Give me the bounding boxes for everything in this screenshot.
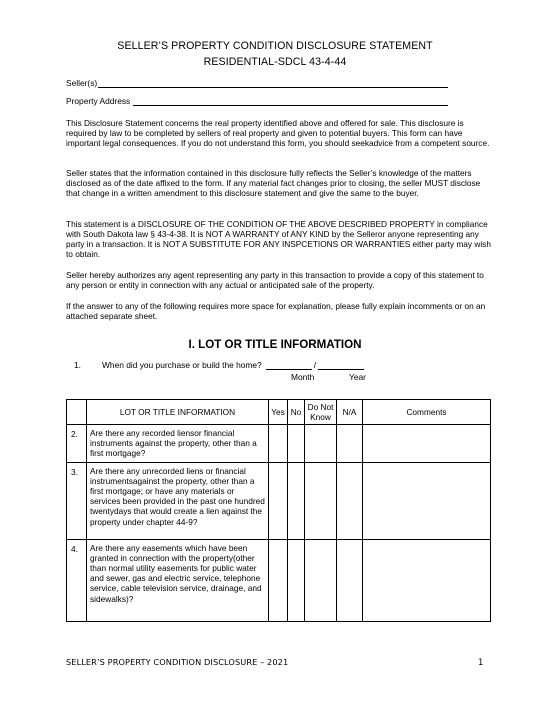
row-number: 2. (67, 425, 87, 463)
yes-cell[interactable] (269, 463, 288, 540)
question-1-number: 1. (74, 360, 81, 370)
header-do-not-know: Do Not Know (305, 400, 337, 425)
seller-field[interactable] (66, 78, 448, 88)
na-cell[interactable] (337, 540, 363, 622)
property-address-field[interactable] (66, 96, 448, 106)
na-cell[interactable] (337, 463, 363, 540)
explanation-paragraph: If the answer to any of the following requires more space for explanation, please fully explain incomments or on an attached separate sheet. (66, 301, 486, 322)
month-blank[interactable] (266, 361, 312, 370)
seller-label: Seller(s) (66, 78, 98, 88)
header-yes: Yes (269, 400, 288, 425)
row-number: 3. (67, 463, 87, 540)
question-1-text: When did you purchase or build the home? (102, 360, 262, 370)
header-na: N/A (337, 400, 363, 425)
header-no: No (288, 400, 305, 425)
document-title: SELLER’S PROPERTY CONDITION DISCLOSURE STATEMENT (117, 40, 433, 52)
table-header-row (67, 400, 491, 425)
comments-cell[interactable] (363, 540, 491, 622)
comments-cell[interactable] (363, 425, 491, 463)
month-label: Month (291, 372, 315, 382)
year-label: Year (349, 372, 366, 382)
comments-cell[interactable] (363, 463, 491, 540)
row-question: Are there any recorded liensor financial instruments against the property, other than a first mortgage? (87, 425, 269, 463)
no-cell[interactable] (288, 540, 305, 622)
do-not-know-cell[interactable] (305, 425, 337, 463)
no-cell[interactable] (288, 463, 305, 540)
footer-text: SELLER’S PROPERTY CONDITION DISCLOSURE – 2021 (66, 657, 289, 667)
yes-cell[interactable] (269, 425, 288, 463)
row-number: 4. (67, 540, 87, 622)
no-cell[interactable] (288, 425, 305, 463)
header-topic: LOT OR TITLE INFORMATION (87, 400, 269, 425)
date-separator: / (313, 360, 317, 370)
na-cell[interactable] (337, 425, 363, 463)
year-blank[interactable] (318, 361, 364, 370)
table-row (67, 463, 491, 540)
do-not-know-cell[interactable] (305, 540, 337, 622)
header-comments: Comments (363, 400, 491, 425)
seller-statement-paragraph: Seller states that the information contained in this disclosure fully reflects the Seller’s knowledge of the matters disclosed as of the date affixed to the form. If any material fact changes prior to closing, the seller MUST disclose that change in a written amendment to this disclosure statement and give the same to the buyer. (66, 168, 481, 199)
authorization-paragraph: Seller hereby authorizes any agent representing any party in this transaction to provide a copy of this statement to any person or entity in connection with any actual or anticipated sale of the property. (66, 270, 484, 291)
section-title: I. LOT OR TITLE INFORMATION (188, 338, 362, 351)
disclosure-warranty-paragraph: This statement is a DISCLOSURE OF THE CONDITION OF THE ABOVE DESCRIBED PROPERTY in compliance with South Dakota law § 43-4-38. It is NOT A WARRANTY of ANY KIND by the Selleror anyone representing any party in a transaction. It is NOT A SUBSTITUTE FOR ANY INSPCETIONS OR WARRANTIES either party may wish to obtain. (66, 219, 491, 260)
question-1 (102, 360, 364, 370)
row-question: Are there any easements which have been granted in connection with the property(other than normal utility easements for public water and sewer, gas and electric service, telephone service, cable television service, drainage, and sidewalks)? (87, 540, 269, 622)
yes-cell[interactable] (269, 540, 288, 622)
do-not-know-cell[interactable] (305, 463, 337, 540)
property-address-label: Property Address (66, 96, 131, 106)
table-row (67, 540, 491, 622)
property-address-line[interactable] (133, 97, 448, 106)
row-question: Are there any unrecorded liens or financial instrumentsagainst the property, other than a first mortgage; or have any materials or services been provided in the past one hundred twentydays that would create a lien against the property under chapter 44-9? (87, 463, 269, 540)
page-number: 1 (478, 657, 484, 667)
seller-line[interactable] (98, 79, 448, 88)
table-row (67, 425, 491, 463)
intro-paragraph: This Disclosure Statement concerns the real property identified above and offered for sale. This disclosure is required by law to be completed by sellers of real property and given to potential buyers. This form can have important legal consequences. If you do not understand this form, you should seekadvice from a competent source. (66, 118, 490, 149)
lot-title-table (66, 399, 491, 622)
document-subtitle: RESIDENTIAL-SDCL 43-4-44 (203, 56, 347, 68)
header-number (67, 400, 87, 425)
